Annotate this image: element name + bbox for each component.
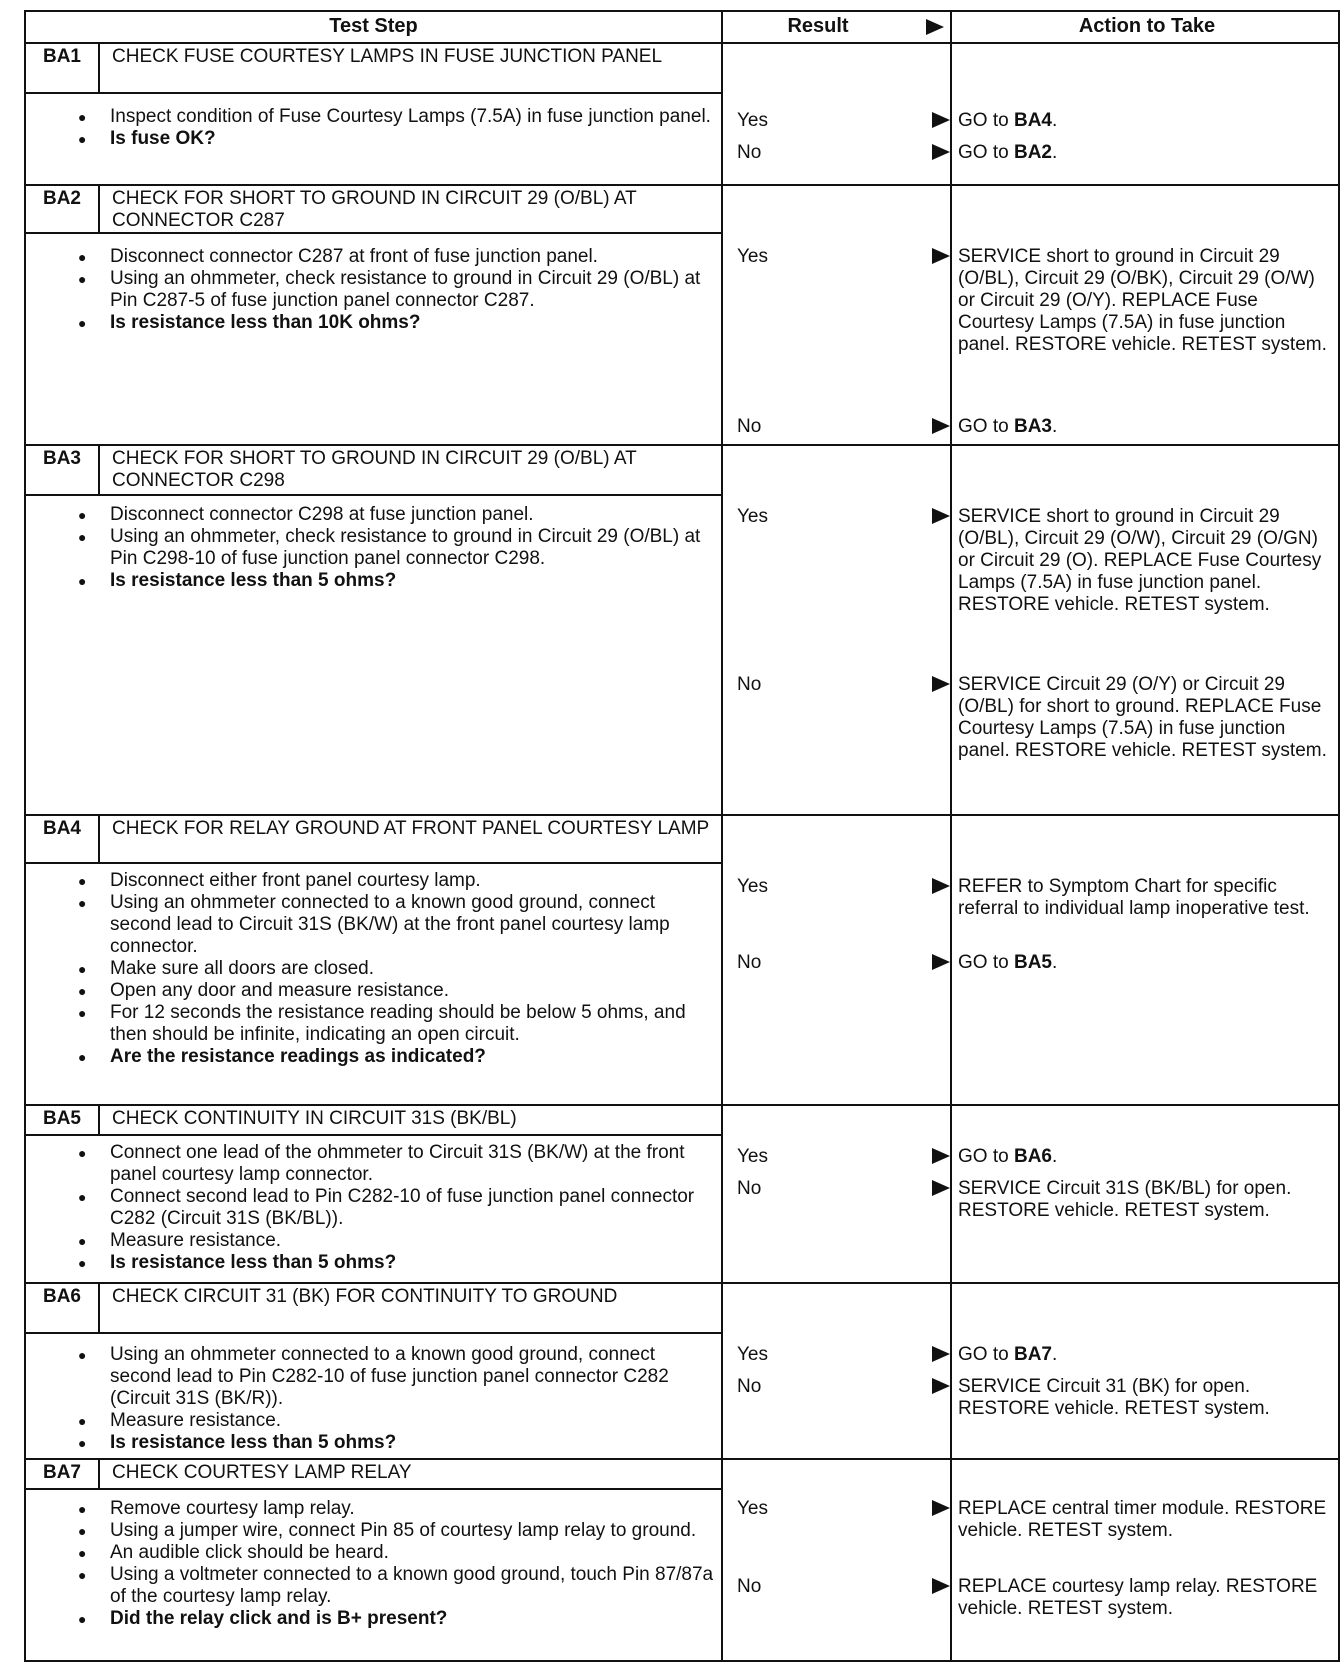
step-ba5 bbox=[26, 1104, 1338, 1284]
step-header bbox=[26, 184, 721, 234]
header-action: Action to Take bbox=[1078, 15, 1216, 37]
instruction: ● Connect second lead to Pin C282-10 of fuse junction panel connector C282 (Circuit 31S (BK/BL)). bbox=[76, 1186, 716, 1230]
step-header bbox=[26, 42, 721, 94]
instruction: ● Remove courtesy lamp relay. bbox=[76, 1498, 716, 1520]
step-title: CHECK FOR RELAY GROUND AT FRONT PANEL COURTESY LAMP bbox=[112, 818, 710, 839]
result-no: No bbox=[737, 1376, 762, 1397]
result-yes: Yes bbox=[737, 1344, 768, 1365]
step-ba2 bbox=[26, 184, 1338, 446]
arrow-icon bbox=[932, 112, 950, 133]
arrow-icon bbox=[932, 676, 950, 697]
arrow-icon bbox=[932, 144, 950, 165]
instruction: ● Open any door and measure resistance. bbox=[76, 980, 716, 1002]
question: ● Did the relay click and is B+ present? bbox=[76, 1608, 716, 1630]
arrow-icon bbox=[932, 1148, 950, 1169]
step-instructions bbox=[76, 1142, 716, 1274]
step-instructions bbox=[76, 504, 716, 592]
question: ● Are the resistance readings as indicated? bbox=[76, 1046, 716, 1068]
step-instructions bbox=[76, 870, 716, 1068]
result-yes: Yes bbox=[737, 1146, 768, 1167]
action: SERVICE short to ground in Circuit 29 (O/BL), Circuit 29 (O/W), Circuit 29 (O/GN) or Circuit 29 (O). REPLACE Fuse Courtesy Lamps (7.5A) in fuse junction panel. RESTORE vehicle. RETEST system. bbox=[958, 506, 1322, 615]
action: GO to BA6. bbox=[958, 1146, 1058, 1167]
header-result: Result bbox=[787, 15, 849, 37]
step-instructions bbox=[76, 1344, 716, 1454]
instruction: ● Make sure all doors are closed. bbox=[76, 958, 716, 980]
step-id: BA7 bbox=[26, 1458, 100, 1488]
step-title: CHECK COURTESY LAMP RELAY bbox=[112, 1462, 412, 1483]
step-instructions bbox=[76, 106, 716, 150]
step-ba4 bbox=[26, 814, 1338, 1106]
step-id: BA6 bbox=[26, 1282, 100, 1332]
arrow-icon bbox=[932, 1500, 950, 1521]
question: ● Is resistance less than 5 ohms? bbox=[76, 570, 716, 592]
result-no: No bbox=[737, 416, 762, 437]
result-yes: Yes bbox=[737, 110, 768, 131]
step-instructions bbox=[76, 1498, 716, 1630]
instruction: ● Disconnect connector C298 at fuse junction panel. bbox=[76, 504, 716, 526]
step-title: CHECK FOR SHORT TO GROUND IN CIRCUIT 29 (O/BL) AT CONNECTOR C298 bbox=[112, 448, 637, 491]
instruction: ● Measure resistance. bbox=[76, 1230, 716, 1252]
result-no: No bbox=[737, 952, 762, 973]
step-instructions bbox=[76, 246, 716, 334]
result-yes: Yes bbox=[737, 1498, 768, 1519]
diagnostic-table bbox=[24, 10, 1340, 1662]
action: SERVICE Circuit 31S (BK/BL) for open. RESTORE vehicle. RETEST system. bbox=[958, 1178, 1292, 1221]
step-header bbox=[26, 1104, 721, 1136]
step-title: CHECK CIRCUIT 31 (BK) FOR CONTINUITY TO GROUND bbox=[112, 1286, 618, 1307]
question: ● Is fuse OK? bbox=[76, 128, 716, 150]
question: ● Is resistance less than 5 ohms? bbox=[76, 1252, 716, 1274]
arrow-icon bbox=[932, 1378, 950, 1399]
instruction: ● Disconnect either front panel courtesy lamp. bbox=[76, 870, 716, 892]
instruction: ● Using an ohmmeter connected to a known good ground, connect second lead to Pin C282-10 of fuse junction panel connector C282 (Circuit 31S (BK/R)). bbox=[76, 1344, 716, 1410]
result-no: No bbox=[737, 1178, 762, 1199]
table-header bbox=[26, 12, 1338, 44]
result-yes: Yes bbox=[737, 246, 768, 267]
action: SERVICE Circuit 31 (BK) for open. RESTORE vehicle. RETEST system. bbox=[958, 1376, 1270, 1419]
action: SERVICE short to ground in Circuit 29 (O/BL), Circuit 29 (O/BK), Circuit 29 (O/W) or Circuit 29 (O/Y). REPLACE Fuse Courtesy Lamps (7.5A) in fuse junction panel. RESTORE vehicle. RETEST system. bbox=[958, 246, 1327, 355]
step-ba3 bbox=[26, 444, 1338, 816]
action: REPLACE central timer module. RESTORE vehicle. RETEST system. bbox=[958, 1498, 1327, 1541]
step-header bbox=[26, 444, 721, 496]
action: GO to BA5. bbox=[958, 952, 1058, 973]
action: REPLACE courtesy lamp relay. RESTORE vehicle. RETEST system. bbox=[958, 1576, 1318, 1619]
action: GO to BA7. bbox=[958, 1344, 1058, 1365]
arrow-icon bbox=[932, 248, 950, 269]
result-yes: Yes bbox=[737, 876, 768, 897]
action: SERVICE Circuit 29 (O/Y) or Circuit 29 (O/BL) for short to ground. REPLACE Fuse Courtesy Lamps (7.5A) in fuse junction panel. RESTORE vehicle. RETEST system. bbox=[958, 674, 1327, 761]
arrow-icon bbox=[932, 878, 950, 899]
step-header bbox=[26, 1458, 721, 1490]
result-no: No bbox=[737, 674, 762, 695]
step-id: BA5 bbox=[26, 1104, 100, 1134]
instruction: ● Disconnect connector C287 at front of fuse junction panel. bbox=[76, 246, 716, 268]
step-header bbox=[26, 1282, 721, 1334]
instruction: ● An audible click should be heard. bbox=[76, 1542, 716, 1564]
step-ba7 bbox=[26, 1458, 1338, 1660]
instruction: ● Using a voltmeter connected to a known good ground, touch Pin 87/87a of the courtesy lamp relay. bbox=[76, 1564, 716, 1608]
step-header bbox=[26, 814, 721, 864]
arrow-icon bbox=[932, 954, 950, 975]
header-test-step: Test Step bbox=[329, 15, 418, 37]
step-id: BA1 bbox=[26, 42, 100, 92]
arrow-icon bbox=[932, 1346, 950, 1367]
instruction: ● Inspect condition of Fuse Courtesy Lamps (7.5A) in fuse junction panel. bbox=[76, 106, 716, 128]
step-ba1 bbox=[26, 42, 1338, 186]
instruction: ● Using an ohmmeter, check resistance to ground in Circuit 29 (O/BL) at Pin C298-10 of fuse junction panel connector C298. bbox=[76, 526, 716, 570]
arrow-icon bbox=[932, 508, 950, 529]
action: GO to BA2. bbox=[958, 142, 1058, 163]
instruction: ● Using an ohmmeter, check resistance to ground in Circuit 29 (O/BL) at Pin C287-5 of fuse junction panel connector C287. bbox=[76, 268, 716, 312]
question: ● Is resistance less than 10K ohms? bbox=[76, 312, 716, 334]
result-no: No bbox=[737, 1576, 762, 1597]
header-arrow-icon bbox=[926, 18, 944, 41]
step-id: BA2 bbox=[26, 184, 100, 232]
action: REFER to Symptom Chart for specific referral to individual lamp inoperative test. bbox=[958, 876, 1310, 919]
instruction: ● Measure resistance. bbox=[76, 1410, 716, 1432]
arrow-icon bbox=[932, 418, 950, 439]
action: GO to BA4. bbox=[958, 110, 1058, 131]
arrow-icon bbox=[932, 1180, 950, 1201]
instruction: ● Using an ohmmeter connected to a known good ground, connect second lead to Circuit 31S (BK/W) at the front panel courtesy lamp connector. bbox=[76, 892, 716, 958]
instruction: ● For 12 seconds the resistance reading should be below 5 ohms, and then should be infinite, indicating an open circuit. bbox=[76, 1002, 716, 1046]
step-id: BA4 bbox=[26, 814, 100, 862]
step-title: CHECK CONTINUITY IN CIRCUIT 31S (BK/BL) bbox=[112, 1108, 517, 1129]
instruction: ● Using a jumper wire, connect Pin 85 of courtesy lamp relay to ground. bbox=[76, 1520, 716, 1542]
question: ● Is resistance less than 5 ohms? bbox=[76, 1432, 716, 1454]
result-yes: Yes bbox=[737, 506, 768, 527]
result-no: No bbox=[737, 142, 762, 163]
step-id: BA3 bbox=[26, 444, 100, 494]
action: GO to BA3. bbox=[958, 416, 1058, 437]
step-ba6 bbox=[26, 1282, 1338, 1460]
arrow-icon bbox=[932, 1578, 950, 1599]
step-title: CHECK FOR SHORT TO GROUND IN CIRCUIT 29 (O/BL) AT CONNECTOR C287 bbox=[112, 188, 637, 231]
step-title: CHECK FUSE COURTESY LAMPS IN FUSE JUNCTION PANEL bbox=[112, 46, 663, 67]
instruction: ● Connect one lead of the ohmmeter to Circuit 31S (BK/W) at the front panel courtesy lamp connector. bbox=[76, 1142, 716, 1186]
